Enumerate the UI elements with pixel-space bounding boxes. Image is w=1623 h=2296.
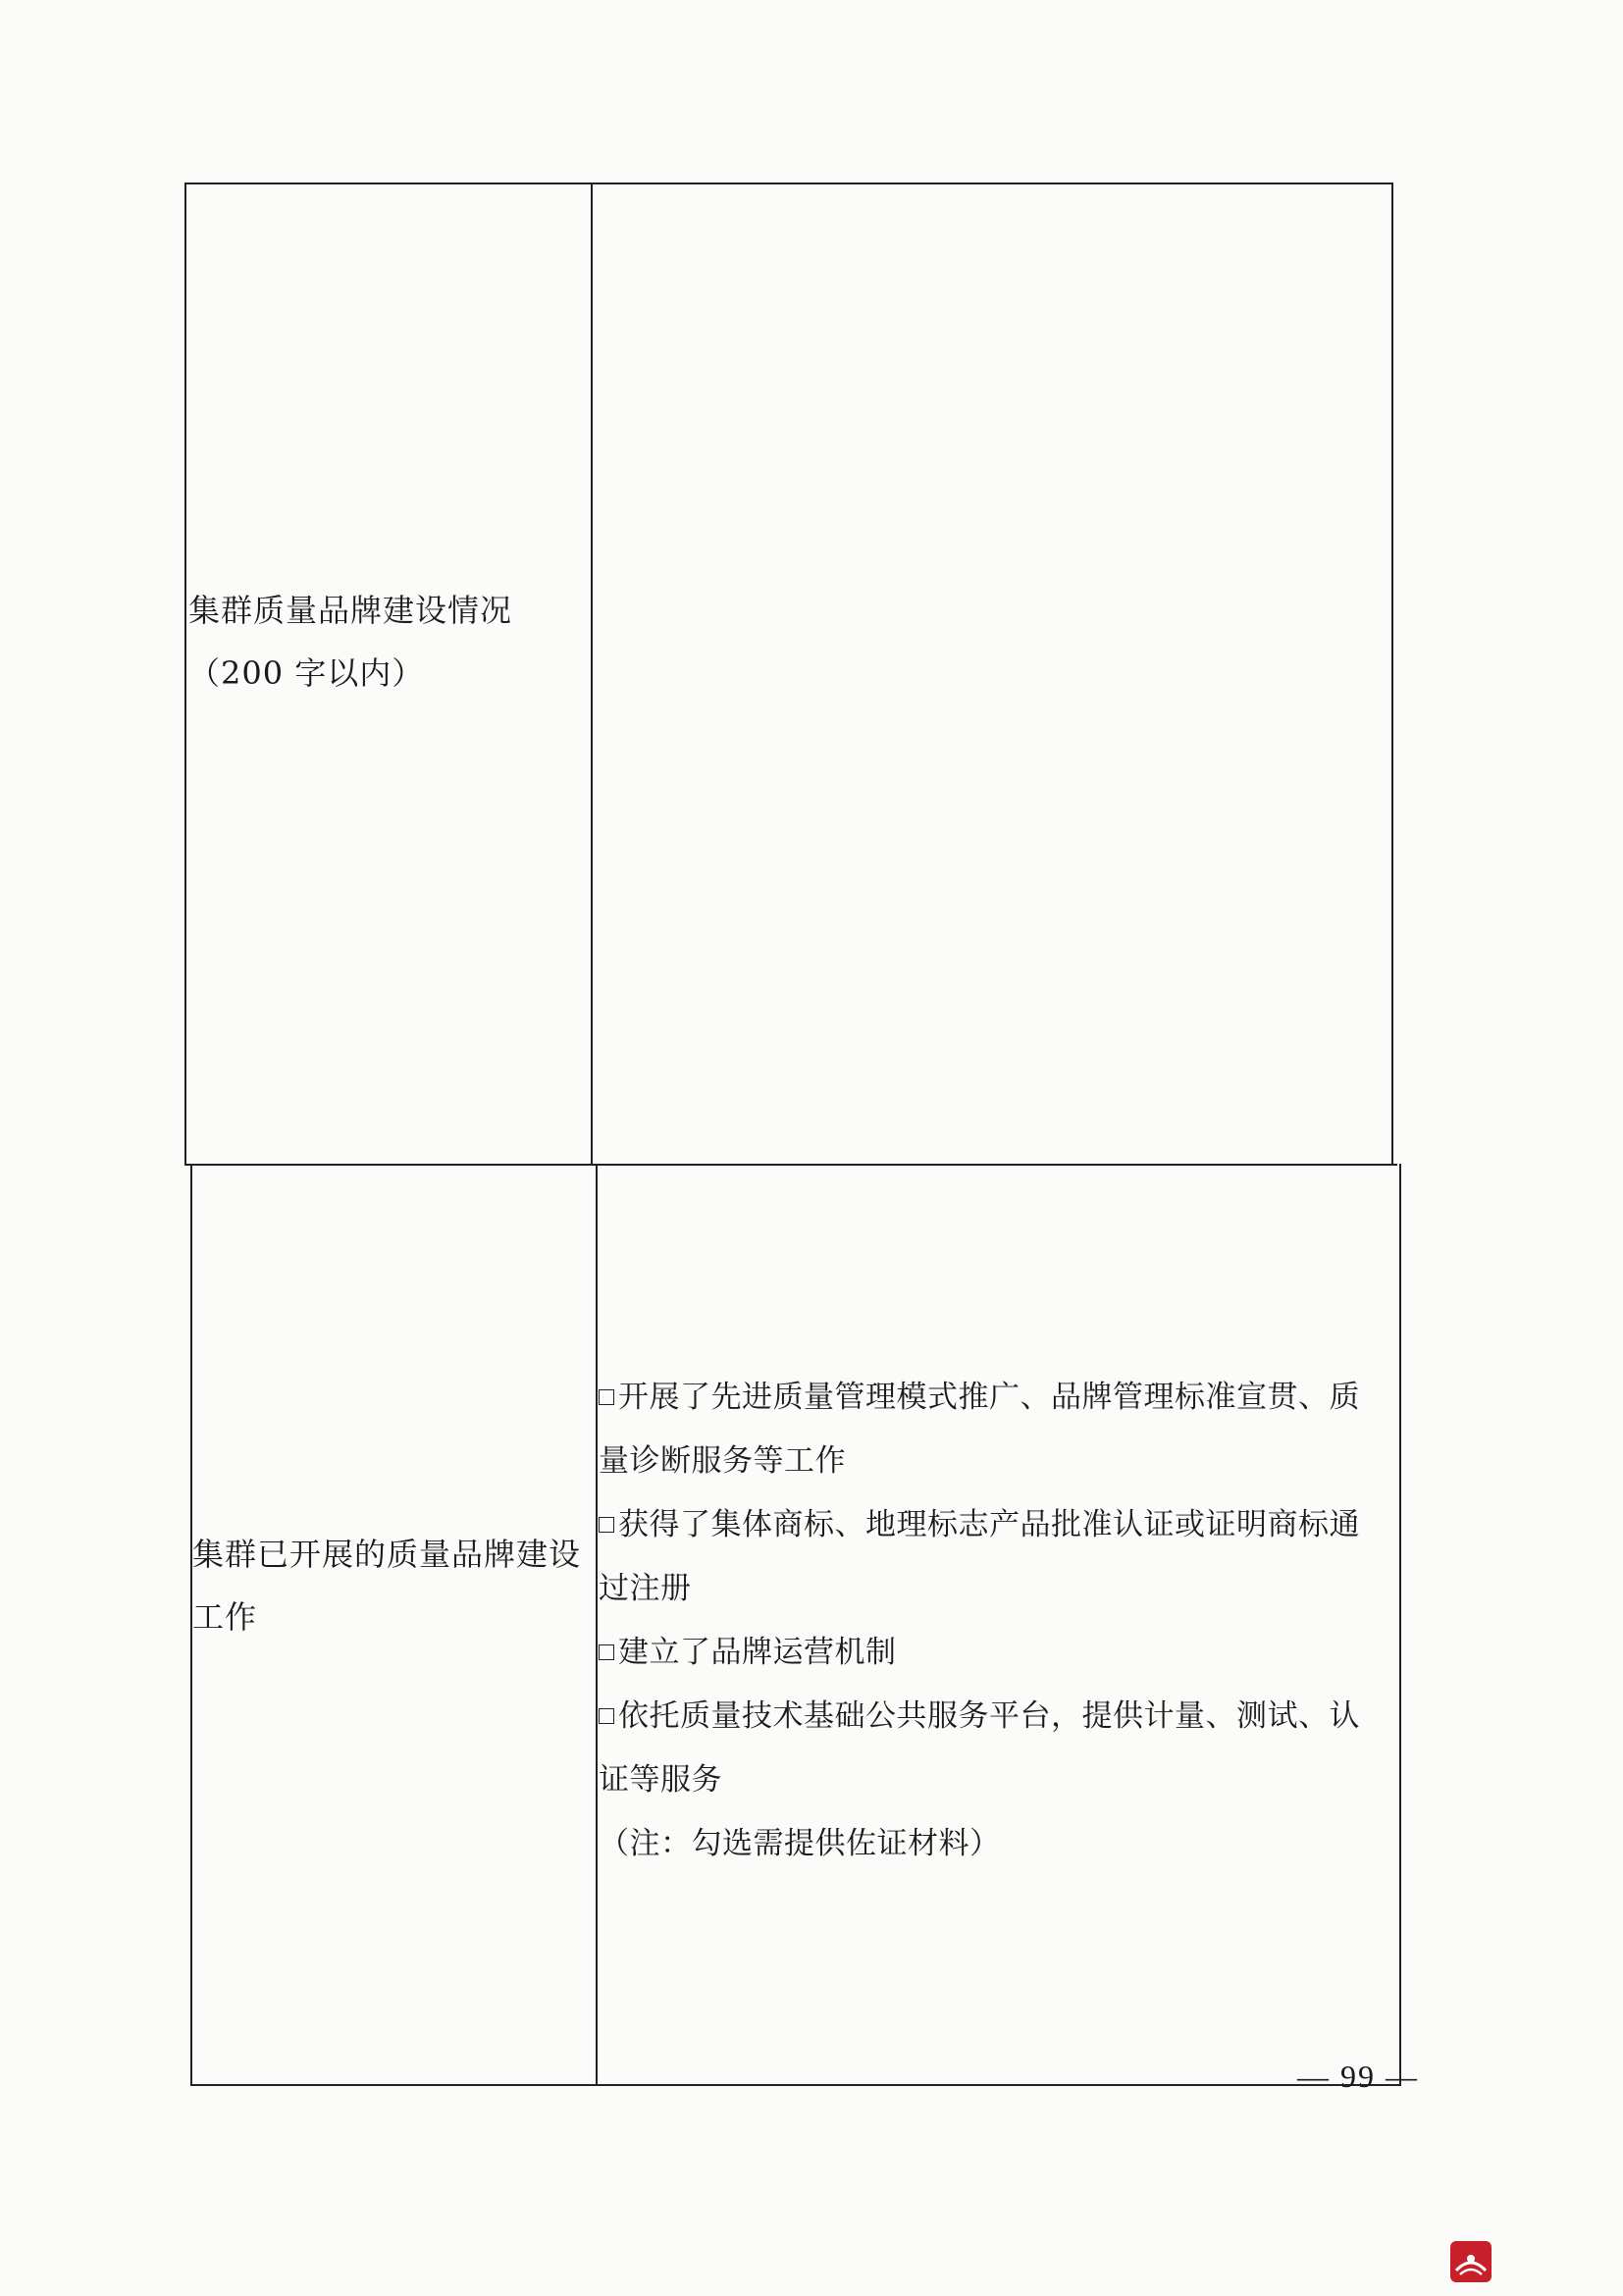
- option-text: 依托质量技术基础公共服务平台，提供计量、测试、认: [618, 1698, 1360, 1734]
- checkbox-icon[interactable]: [599, 1517, 614, 1533]
- label-text: 集群质量品牌建设情况: [188, 592, 513, 629]
- label-text: 集群已开展的质量品牌建设: [192, 1536, 582, 1573]
- quality-brand-work-options: [599, 1366, 1403, 1876]
- option-row-1-cont: [599, 1430, 1403, 1493]
- page-number: — 99 —: [1297, 2059, 1419, 2094]
- option-text: 开展了先进质量管理模式推广、品牌管理标准宣贯、质: [618, 1380, 1360, 1415]
- option-row-1[interactable]: [599, 1366, 1403, 1430]
- table-border-left: [184, 183, 186, 1166]
- checkbox-icon[interactable]: [599, 1708, 614, 1724]
- option-row-4-cont: [599, 1748, 1403, 1812]
- option-row-2[interactable]: [599, 1493, 1403, 1557]
- option-text: 证等服务: [599, 1762, 722, 1798]
- table-column-divider: [591, 183, 593, 1166]
- option-row-2-cont: [599, 1557, 1403, 1621]
- table-column-divider-lower: [596, 1164, 598, 2086]
- table-border-right: [1391, 183, 1393, 1166]
- checkbox-icon[interactable]: [599, 1644, 614, 1660]
- quality-brand-work-label: [192, 1523, 595, 1648]
- note-text: （注：勾选需提供佐证材料）: [599, 1826, 1001, 1861]
- option-text: 获得了集体商标、地理标志产品批准认证或证明商标通: [618, 1507, 1360, 1542]
- table-border-top: [184, 183, 1393, 184]
- quality-brand-status-field[interactable]: [595, 186, 1389, 1162]
- option-row-4[interactable]: [599, 1685, 1403, 1748]
- label-subtext: （200 字以内）: [188, 654, 425, 692]
- option-text: 过注册: [599, 1571, 692, 1606]
- option-text: 建立了品牌运营机制: [618, 1635, 897, 1670]
- table-row-divider: [186, 1164, 1397, 1166]
- seal-logo-icon: [1446, 2237, 1495, 2286]
- quality-brand-status-label: [188, 579, 581, 704]
- table-border-bottom: [190, 2084, 1401, 2086]
- option-row-3[interactable]: [599, 1621, 1403, 1685]
- checkbox-icon[interactable]: [599, 1389, 614, 1405]
- label-subtext: 工作: [192, 1598, 258, 1636]
- option-text: 量诊断服务等工作: [599, 1443, 846, 1479]
